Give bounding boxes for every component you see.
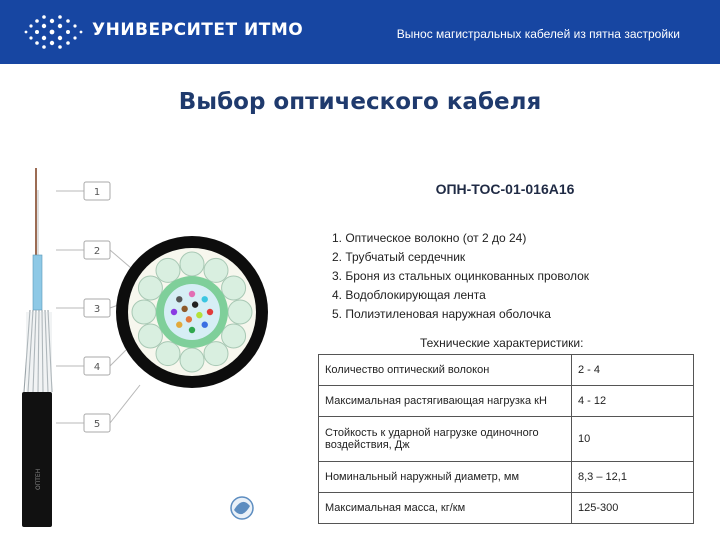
table-row <box>319 493 694 524</box>
list-item: 2. Трубчатый сердечник <box>332 250 466 264</box>
armor-wire <box>204 342 228 366</box>
armor-wire <box>180 252 204 276</box>
callout-label-2: 2 <box>93 246 101 257</box>
fiber-dot <box>189 291 195 297</box>
spec-value: 10 <box>572 417 694 462</box>
armor-wire <box>222 324 246 348</box>
list-item: 3. Броня из стальных оцинкованных проволок <box>332 269 590 283</box>
armor-wire <box>156 342 180 366</box>
armor-wire <box>228 300 252 324</box>
fiber-dot <box>196 312 202 318</box>
fiber-dot <box>176 322 182 328</box>
page-title: Выбор оптического кабеля <box>178 89 542 115</box>
fiber-dot <box>181 306 187 312</box>
armor-wire <box>156 258 180 282</box>
spec-name: Максимальная масса, кг/км <box>319 493 572 524</box>
callout-5 <box>84 414 110 432</box>
spec-name: Номинальный наружный диаметр, мм <box>319 462 572 493</box>
fiber-dot <box>189 327 195 333</box>
spec-name: Стойкость к ударной нагрузке одиночного воздействия, Дж <box>319 417 572 462</box>
list-item: 5. Полиэтиленовая наружная оболочка <box>332 307 551 321</box>
specs-table <box>318 354 694 524</box>
armor-wire <box>180 348 204 372</box>
fiber-dot <box>202 322 208 328</box>
callout-1 <box>84 182 110 200</box>
component-list <box>332 229 589 324</box>
sheath-print: ОПТЕН <box>35 468 42 490</box>
armor-wire <box>222 276 246 300</box>
fiber-dot <box>186 316 192 322</box>
spec-value: 8,3 – 12,1 <box>572 462 694 493</box>
callout-3 <box>84 299 110 317</box>
callout-4 <box>84 357 110 375</box>
callout-label-3: 3 <box>93 304 101 315</box>
table-row <box>319 417 694 462</box>
table-row <box>319 462 694 493</box>
header-bar <box>0 0 720 64</box>
brand-name: УНИВЕРСИТЕТ ИТМО <box>92 20 304 40</box>
spec-name: Максимальная растягивающая нагрузка кН <box>319 386 572 417</box>
spec-value: 125-300 <box>572 493 694 524</box>
spec-name: Количество оптический волокон <box>319 355 572 386</box>
callout-2 <box>84 241 110 259</box>
fiber-dot <box>207 309 213 315</box>
callout-label-5: 5 <box>93 419 101 430</box>
fiber-dot <box>202 296 208 302</box>
armor-wire <box>138 276 162 300</box>
callout-label-4: 4 <box>93 362 101 373</box>
cable-illustration <box>0 160 320 530</box>
list-item: 1. Оптическое волокно (от 2 до 24) <box>332 231 527 245</box>
cable-cross-section <box>116 236 268 388</box>
fiber-dot <box>176 296 182 302</box>
table-row <box>319 355 694 386</box>
list-item: 4. Водоблокирующая лента <box>332 288 486 302</box>
itmo-logo-icon <box>22 12 86 52</box>
callout-label-1: 1 <box>93 187 101 198</box>
spec-value: 2 - 4 <box>572 355 694 386</box>
fiber-dot <box>171 309 177 315</box>
cable-model: ОПН-ТОС-01-016А16 <box>435 181 575 197</box>
watermark-logo-icon <box>231 497 253 519</box>
fiber-dot <box>192 301 198 307</box>
table-row <box>319 386 694 417</box>
armor-wire <box>138 324 162 348</box>
header-subtitle: Вынос магистральных кабелей из пятна застройки <box>396 27 680 41</box>
armor-wire <box>204 258 228 282</box>
specs-title: Технические характеристики: <box>420 336 584 350</box>
armor-wire <box>132 300 156 324</box>
spec-value: 4 - 12 <box>572 386 694 417</box>
